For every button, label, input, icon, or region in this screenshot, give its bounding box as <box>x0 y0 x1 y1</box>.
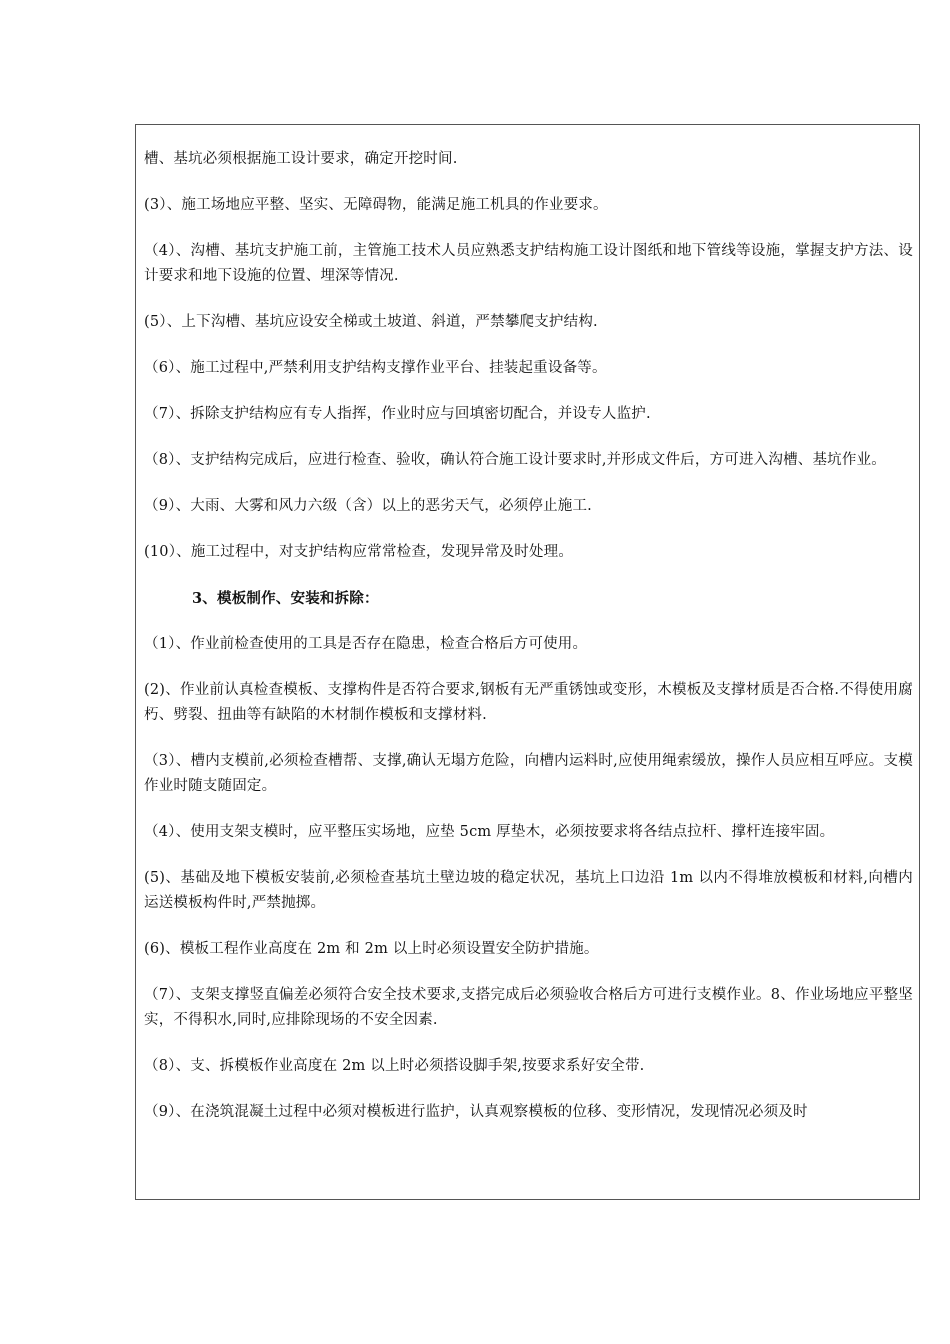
paragraph: (6)、模板工程作业高度在 2m 和 2m 以上时必须设置安全防护措施。 <box>144 941 599 957</box>
document-body <box>144 147 913 1146</box>
paragraph: (5）、上下沟槽、基坑应设安全梯或土坡道、斜道，严禁攀爬支护结构. <box>144 314 598 330</box>
paragraph: （8）、支、拆模板作业高度在 2m 以上时必须搭设脚手架,按要求系好安全带. <box>144 1058 645 1074</box>
paragraph: （1）、作业前检查使用的工具是否存在隐患，检查合格后方可使用。 <box>144 636 588 652</box>
paragraph: （7）、拆除支护结构应有专人指挥，作业时应与回填密切配合，并设专人监护. <box>144 406 651 422</box>
paragraph: (3）、施工场地应平整、坚实、无障碍物，能满足施工机具的作业要求。 <box>144 197 608 213</box>
document-frame <box>135 124 920 1200</box>
paragraph: (2)、作业前认真检查模板、支撑构件是否符合要求,钢板有无严重锈蚀或变形，木模板及支撑材质是否合格.不得使用腐朽、劈裂、扭曲等有缺陷的木材制作模板和支撑材料. <box>144 682 913 723</box>
paragraph: （4）、使用支架支模时，应平整压实场地，应垫 5cm 厚垫木，必须按要求将各结点拉杆、撑杆连接牢固。 <box>144 824 835 840</box>
section-heading: 3、模板制作、安装和拆除： <box>192 590 379 607</box>
paragraph: (5)、基础及地下模板安装前,必须检查基坑土壁边坡的稳定状况，基坑上口边沿 1m 以内不得堆放模板和材料,向槽内运送模板构件时,严禁抛掷。 <box>144 870 913 911</box>
paragraph: （9）、大雨、大雾和风力六级（含）以上的恶劣天气，必须停止施工. <box>144 498 592 514</box>
paragraph: 槽、基坑必须根据施工设计要求，确定开挖时间. <box>144 151 458 167</box>
paragraph: （9）、在浇筑混凝土过程中必须对模板进行监护，认真观察模板的位移、变形情况，发现情况必须及时 <box>144 1104 808 1120</box>
paragraph: (10）、施工过程中，对支护结构应常常检查，发现异常及时处理。 <box>144 544 574 560</box>
paragraph: （3）、槽内支模前,必须检查槽帮、支撑,确认无塌方危险，向槽内运料时,应使用绳索缓放，操作人员应相互呼应。支模作业时随支随固定。 <box>144 753 913 794</box>
paragraph: （7）、支架支撑竖直偏差必须符合安全技术要求,支搭完成后必须验收合格后方可进行支模作业。8、作业场地应平整坚实，不得积水,同时,应排除现场的不安全因素. <box>144 987 913 1028</box>
paragraph: （8）、支护结构完成后，应进行检查、验收，确认符合施工设计要求时,并形成文件后，方可进入沟槽、基坑作业。 <box>144 452 886 468</box>
paragraph: （6）、施工过程中,严禁利用支护结构支撑作业平台、挂装起重设备等。 <box>144 360 607 376</box>
paragraph: （4）、沟槽、基坑支护施工前，主管施工技术人员应熟悉支护结构施工设计图纸和地下管线等设施，掌握支护方法、设计要求和地下设施的位置、埋深等情况. <box>144 243 913 284</box>
